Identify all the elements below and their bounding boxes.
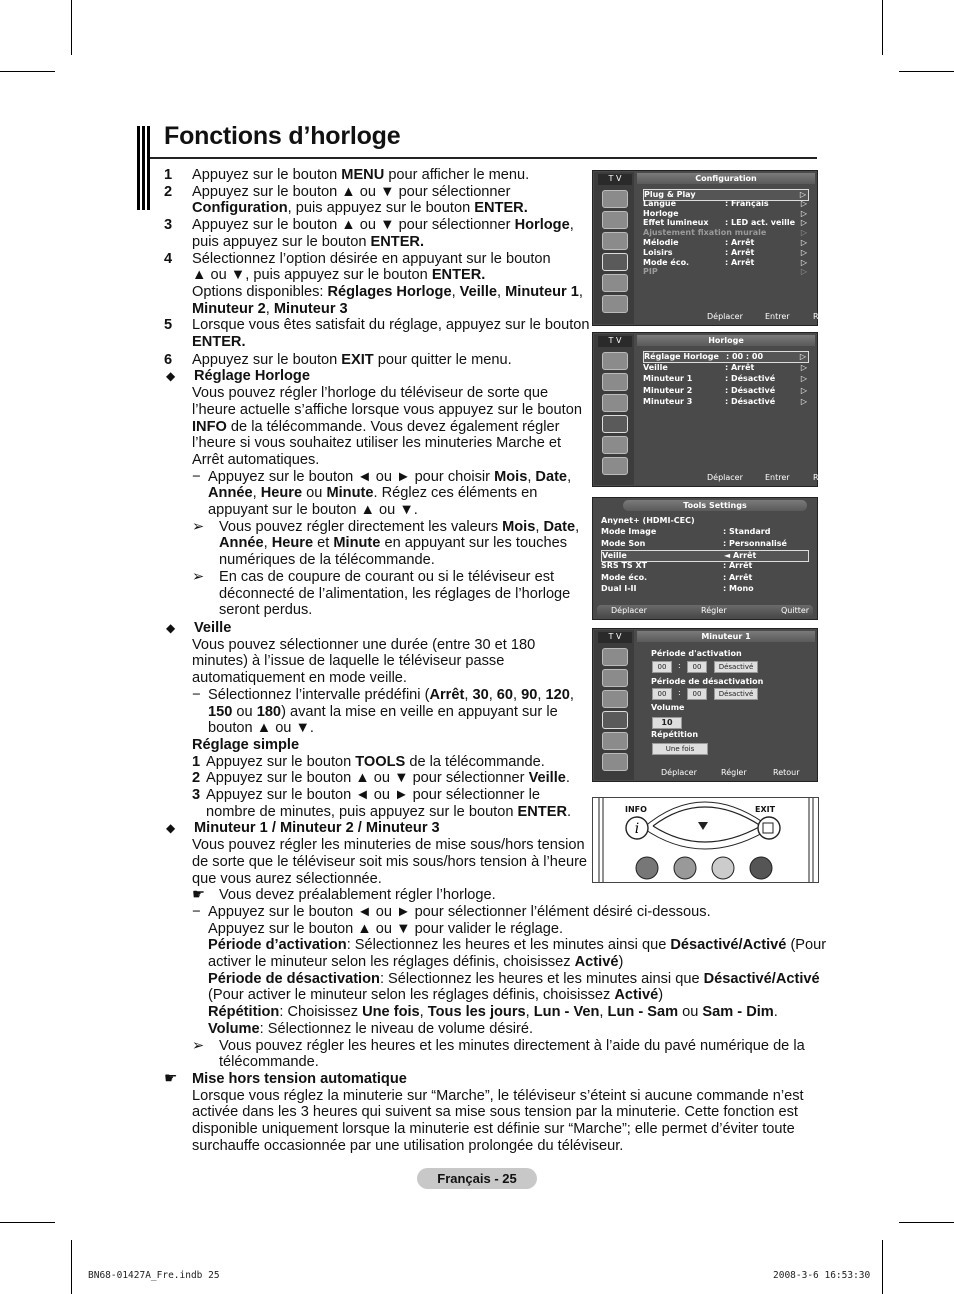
osd-row-value: : Arrêt [725, 257, 755, 267]
osd-header: Minuteur 1 [637, 631, 815, 642]
chevron-right-icon: ▷ [800, 397, 807, 407]
print-slug-left: BN68-01427A_Fre.indb 25 [88, 1270, 220, 1281]
dash-marker: − [192, 468, 201, 485]
osd-row-label: Mélodie [643, 238, 679, 247]
pointing-hand-icon: ☛ [192, 887, 206, 904]
paragraph: En cas de coupure de courant ou si le téléviseur est déconnecté de l’alimentation, les réglages de l’horloge seront perdus. [219, 568, 571, 619]
steps [164, 167, 592, 368]
osd-row-label: Minuteur 1 [643, 374, 693, 384]
osd-footer [637, 767, 815, 779]
step-number: 2 [192, 770, 201, 787]
osd-row-label: Mode éco. [601, 572, 648, 582]
osd-row-label: Veille [602, 550, 627, 560]
crop-mark [899, 71, 954, 72]
osd-row[interactable] [601, 516, 809, 526]
paragraph: Vous pouvez régler les heures et les minutes directement à l’aide du pavé numérique de la télécommande. [219, 1037, 805, 1071]
paragraph: Appuyez sur le bouton ◄ ou ► pour sélectionner l’élément désiré ci-dessous. [208, 903, 711, 920]
crop-mark [71, 1240, 72, 1294]
activation-label: Période d'activation [651, 649, 742, 658]
footer-move: Déplacer [611, 606, 647, 615]
sound-icon [602, 669, 628, 687]
chevron-right-icon: ▷ [800, 385, 807, 395]
remote-illustration [592, 797, 819, 883]
input-icon [602, 732, 628, 750]
crop-mark [71, 0, 72, 55]
diamond-bullet-icon: ◆ [166, 369, 176, 384]
osd-row[interactable] [643, 238, 809, 248]
crop-mark [882, 0, 883, 55]
osd-row-label: Ajustement fixation murale [643, 228, 767, 238]
step-text: puis appuyez sur le bouton ENTER. [192, 233, 425, 250]
application-icon [602, 753, 628, 771]
osd-row-value: : Désactivé [725, 397, 776, 407]
volume-value: 10 [652, 717, 682, 729]
osd-rows [595, 516, 813, 603]
step-number: 5 [164, 317, 173, 334]
osd-row-label: Loisirs [643, 247, 673, 257]
info-label: INFO [625, 805, 647, 814]
step-text: Sélectionnez l’option désirée en appuyant sur le bouton [192, 250, 551, 267]
osd-horloge-menu [592, 332, 840, 487]
repetition-label: Répétition [651, 730, 699, 739]
osd-footer [637, 472, 840, 484]
paragraph: Appuyez sur le bouton ▲ ou ▼ pour sélectionner Veille. [206, 770, 570, 787]
colon: : [678, 688, 681, 697]
paragraph: Vous pouvez régler les minuteries de mise sous/hors tension de sorte que le téléviseur soit mis sous/hors tension à l’heure que vous aurez sélectionnée. [192, 837, 588, 887]
dash-marker: − [192, 686, 201, 703]
osd-tv-label: T V [598, 632, 632, 643]
paragraph: Période d’activation: Sélectionnez les heures et les minutes ainsi que Désactivé/Activé (Pour activer le minuteur selon les réglages définis, choisissez Activé) [208, 937, 827, 971]
diamond-bullet-icon: ◆ [166, 620, 176, 635]
osd-row-value: : Arrêt [725, 362, 755, 372]
section-heading: Mise hors tension automatique [192, 1070, 407, 1087]
paragraph: Appuyez sur le bouton ◄ ou ► pour choisir Mois, Date, Année, Heure ou Minute. Réglez ces éléments en appuyant sur le bouton ▲ ou ▼. [208, 468, 572, 519]
chevron-right-icon: ▷ [799, 190, 806, 199]
osd-row-value: : Arrêt [723, 561, 753, 571]
step-number: 1 [192, 753, 201, 770]
note-arrow-icon: ➢ [192, 518, 205, 535]
chevron-right-icon: ▷ [800, 257, 807, 267]
pointing-hand-icon: ☛ [164, 1069, 178, 1087]
chevron-right-icon: ▷ [800, 198, 807, 208]
paragraph: Répétition: Choisissez Une fois, Tous les jours, Lun - Ven, Lun - Sam ou Sam - Dim. [208, 1004, 778, 1021]
title-rule [150, 157, 817, 159]
osd-row-value: : Personnalisé [723, 538, 787, 548]
osd-header: Tools Settings [623, 500, 807, 511]
deactivation-state: Désactivé [714, 688, 758, 700]
osd-row-value: : Mono [723, 583, 754, 593]
section-heading: Veille [194, 619, 232, 636]
crop-mark [0, 71, 55, 72]
diamond-bullet-icon: ◆ [166, 821, 176, 836]
paragraph: Période de désactivation: Sélectionnez les heures et les minutes ainsi que Désactivé/Activé (Pour activer le minuteur selon les réglages définis, choisissez Activé) [208, 970, 820, 1004]
osd-rows [637, 189, 813, 309]
osd-row-value: : Désactivé [725, 374, 776, 384]
step-text: Appuyez sur le bouton ▲ ou ▼ pour sélectionner [192, 183, 511, 200]
chevron-right-icon: ▷ [800, 238, 807, 247]
step-text: Configuration, puis appuyez sur le bouton ENTER. [192, 200, 528, 217]
paragraph: Appuyez sur le bouton ◄ ou ► pour sélectionner le nombre de minutes, puis appuyez sur le bouton ENTER. [206, 787, 572, 820]
step-text: Appuyez sur le bouton ▲ ou ▼ pour sélectionner Horloge, [192, 217, 574, 234]
picture-icon [602, 352, 628, 370]
setup-icon [602, 711, 628, 729]
footer-adjust: Régler [721, 768, 747, 777]
osd-row-label: Minuteur 3 [643, 397, 693, 407]
chevron-right-icon: ▷ [800, 228, 807, 238]
footer-move: Déplacer [707, 473, 743, 482]
osd-row-label: SRS TS XT [601, 561, 648, 571]
osd-row-label: Effet lumineux [643, 218, 709, 228]
osd-row-label: Réglage Horloge [644, 352, 719, 361]
step-text: Minuteur 2, Minuteur 3 [192, 300, 348, 317]
osd-row-value: : Arrêt [725, 238, 755, 247]
paragraph: Vous pouvez sélectionner une durée (entre 30 et 180 minutes) à l’issue de laquelle le téléviseur passe automatiquement en mode veille. [192, 636, 536, 687]
chevron-right-icon: ▷ [800, 208, 807, 218]
osd-row-value: : Français [725, 198, 769, 208]
input-icon [602, 436, 628, 454]
deactivation-minute: 00 [687, 688, 707, 700]
picture-icon [602, 648, 628, 666]
footer-enter: Entrer [765, 312, 790, 321]
input-icon [602, 274, 628, 292]
osd-row[interactable] [643, 363, 809, 373]
osd-row[interactable] [601, 561, 809, 571]
paragraph: Lorsque vous réglez la minuterie sur “Marche”, le téléviseur s’éteint si aucune commande n’est activée dans les 3 heures qui suivent sa mise sous tension par la minuterie. Cette fonction est disponible uniquement lorsque la minuterie est définie sur “Marche”; elle permet d’éviter toute surchauffe occasionnée par une utilisation prolongée du téléviseur. [192, 1087, 804, 1154]
paragraph: Sélectionnez l’intervalle prédéfini (Arrêt, 30, 60, 90, 120, 150 ou 180) avant la mise en veille en appuyant sur le bouton ▲ ou ▼. [208, 686, 574, 737]
activation-state: Désactivé [714, 661, 758, 673]
activation-hour: 00 [652, 661, 672, 673]
page-title: Fonctions d’horloge [164, 122, 401, 150]
osd-row-label: PIP [643, 267, 658, 277]
osd-tv-label: T V [598, 174, 632, 185]
repetition-value: Une fois [652, 743, 708, 755]
osd-row-label: Langue [643, 198, 677, 208]
osd-sidebar [594, 172, 634, 324]
step-text: ▲ ou ▼, puis appuyez sur le bouton ENTER. [192, 267, 486, 284]
step-text: ENTER. [192, 334, 246, 351]
osd-row[interactable] [601, 527, 809, 537]
osd-row[interactable] [601, 573, 809, 583]
crop-mark [899, 1222, 954, 1223]
osd-row[interactable] [643, 397, 809, 407]
osd-row-label: Mode Son [601, 538, 646, 548]
footer-quit: Quitter [781, 606, 810, 615]
section-heading: Réglage Horloge [194, 368, 310, 385]
setup-icon [602, 253, 628, 271]
footer-return: Retour [813, 473, 840, 482]
crop-mark [882, 1240, 883, 1294]
title-decoration [137, 126, 153, 210]
osd-row-value: : Arrêt [725, 247, 755, 257]
osd-row-label: Mode éco. [643, 257, 690, 267]
osd-row-label: Veille [643, 362, 668, 372]
paragraph: Vous pouvez régler directement les valeurs Mois, Date, Année, Heure et Minute en appuyant sur les touches numériques de la télécommande. [219, 518, 580, 569]
chevron-right-icon: ▷ [800, 247, 807, 257]
osd-row[interactable] [643, 209, 809, 219]
footer-move: Déplacer [661, 768, 697, 777]
channel-icon [602, 690, 628, 708]
deactivation-hour: 00 [652, 688, 672, 700]
osd-row[interactable] [601, 584, 809, 594]
step-text: Appuyez sur le bouton MENU pour afficher le menu. [192, 167, 530, 183]
activation-minute: 00 [687, 661, 707, 673]
osd-row-label: Mode Image [601, 527, 657, 537]
osd-row-label: Dual I-II [601, 583, 637, 593]
osd-row[interactable] [643, 267, 809, 277]
osd-row[interactable] [643, 374, 809, 384]
osd-minuteur-menu [592, 628, 818, 782]
paragraph: Volume: Sélectionnez le niveau de volume désiré. [208, 1020, 534, 1037]
footer-enter: Entrer [765, 473, 790, 482]
dash-marker: − [192, 903, 201, 920]
channel-icon [602, 232, 628, 250]
application-icon [602, 457, 628, 475]
osd-row[interactable] [643, 258, 809, 268]
step-text: Options disponibles: Réglages Horloge, Veille, Minuteur 1, [192, 283, 583, 300]
osd-header: Horloge [637, 335, 815, 346]
osd-sidebar [594, 630, 634, 780]
deactivation-label: Période de désactivation [651, 677, 764, 686]
osd-tools-settings [592, 497, 818, 620]
osd-row[interactable] [643, 199, 809, 209]
osd-row-label: Plug & Play [644, 190, 696, 199]
chevron-right-icon: ▷ [800, 267, 807, 277]
footer-return: Retour [773, 768, 800, 777]
osd-row-value: : LED act. veille [725, 218, 796, 228]
footer-adjust: Régler [701, 606, 727, 615]
sound-icon [602, 373, 628, 391]
paragraph: Appuyez sur le bouton ▲ ou ▼ pour valider le réglage. [208, 920, 564, 937]
osd-row-label: Anynet+ (HDMI-CEC) [601, 516, 695, 525]
step-text: Lorsque vous êtes satisfait du réglage, appuyez sur le bouton [192, 317, 590, 334]
channel-icon [602, 394, 628, 412]
sound-icon [602, 211, 628, 229]
exit-label: EXIT [755, 805, 776, 814]
osd-tv-label: T V [598, 336, 632, 347]
osd-configuration-menu [592, 170, 840, 326]
picture-icon [602, 190, 628, 208]
svg-text:i: i [634, 821, 640, 837]
sub-heading: Réglage simple [192, 736, 300, 753]
osd-row-value: : 00 : 00 [726, 352, 764, 361]
osd-rows [637, 351, 813, 470]
osd-row[interactable] [643, 386, 809, 396]
application-icon [602, 295, 628, 313]
chevron-right-icon: ▷ [800, 362, 807, 372]
note-arrow-icon: ➢ [192, 1037, 205, 1054]
osd-footer [637, 311, 840, 323]
crop-mark [0, 1222, 55, 1223]
chevron-right-icon: ▷ [800, 218, 807, 228]
osd-sidebar [594, 334, 634, 485]
section-heading: Minuteur 1 / Minuteur 2 / Minuteur 3 [194, 820, 440, 837]
osd-row-value: ◄ Arrêt [724, 550, 757, 560]
colon: : [678, 661, 681, 670]
step-text: Appuyez sur le bouton EXIT pour quitter le menu. [192, 351, 512, 368]
print-slug-right: 2008-3-6 16:53:30 [773, 1270, 871, 1281]
osd-footer [597, 605, 813, 617]
page-number: Français - 25 [417, 1168, 537, 1189]
osd-row[interactable] [601, 550, 809, 562]
step-number: 6 [164, 351, 173, 368]
note-arrow-icon: ➢ [192, 568, 205, 585]
footer-return: Retour [813, 312, 840, 321]
paragraph: Vous devez préalablement régler l’horloge. [219, 887, 496, 904]
osd-row[interactable] [643, 228, 809, 238]
osd-row[interactable] [643, 351, 809, 363]
osd-row-value: : Arrêt [723, 572, 753, 582]
paragraph: Appuyez sur le bouton TOOLS de la télécommande. [206, 753, 545, 770]
osd-row-label: Horloge [643, 208, 679, 218]
osd-row[interactable] [601, 539, 809, 549]
osd-row[interactable] [643, 248, 809, 258]
step-number: 2 [164, 183, 173, 200]
osd-row-label: Minuteur 2 [643, 385, 693, 395]
volume-label: Volume [651, 703, 685, 712]
osd-row[interactable] [643, 218, 809, 228]
step-number: 3 [164, 217, 173, 234]
chevron-right-icon: ▷ [799, 352, 806, 361]
chevron-right-icon: ▷ [800, 374, 807, 384]
osd-row-value: : Désactivé [725, 385, 776, 395]
step-number: 1 [164, 167, 173, 183]
step-number: 4 [164, 250, 173, 267]
step-number: 3 [192, 787, 201, 804]
footer-move: Déplacer [707, 312, 743, 321]
osd-header: Configuration [637, 173, 815, 184]
osd-row-value: : Standard [723, 527, 771, 537]
paragraph: Vous pouvez régler l’horloge du téléviseur de sorte que l’heure actuelle s’affiche lorsque vous appuyez sur le bouton INFO de la télécommande. Vous devez également régler l’heure si vous souhaitez utiliser les minuteries Marche et Arrêt automatiques. [192, 385, 582, 468]
setup-icon [602, 415, 628, 433]
